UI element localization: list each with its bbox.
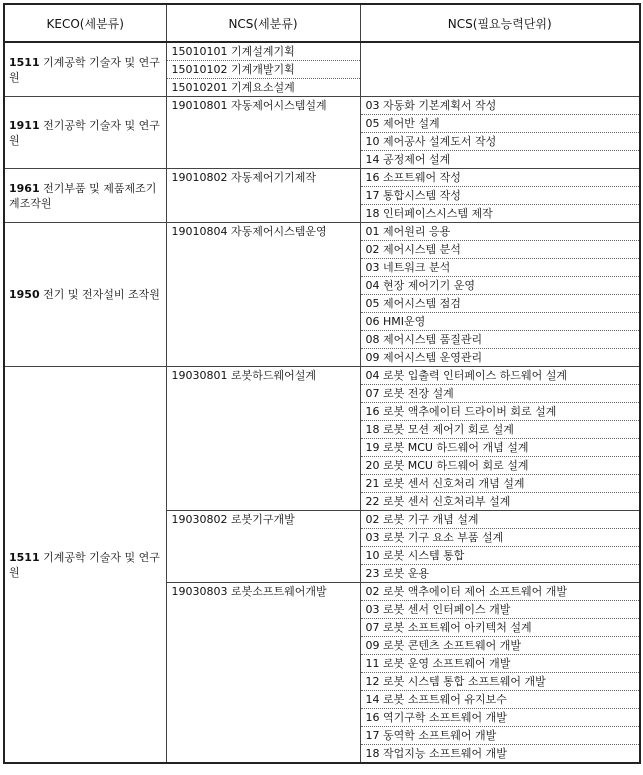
keco-code: 1950 [9, 288, 40, 301]
ability-cell: 08 제어시스템 품질관리 [360, 331, 640, 349]
ncs-subclass-cell: 19030802 로봇기구개발 [166, 511, 360, 583]
ability-cell: 02 로봇 기구 개념 설계 [360, 511, 640, 529]
ability-cell: 16 로봇 액추에이터 드라이버 회로 설계 [360, 403, 640, 421]
ability-cell: 02 로봇 액추에이터 제어 소프트웨어 개발 [360, 583, 640, 601]
keco-cell [4, 42, 166, 97]
ability-cell: 10 로봇 시스템 통합 [360, 547, 640, 565]
ability-cell: 20 로봇 MCU 하드웨어 회로 설계 [360, 457, 640, 475]
ability-cell: 17 동역학 소프트웨어 개발 [360, 727, 640, 745]
ability-cell: 11 로봇 운영 소프트웨어 개발 [360, 655, 640, 673]
ability-cell: 07 로봇 전장 설계 [360, 385, 640, 403]
ability-cell: 22 로봇 센서 신호처리부 설계 [360, 493, 640, 511]
ncs-subclass-cell: 15010101 기계설계기획 [166, 42, 360, 61]
keco-name: 전기부품 및 제품제조기계조작원 [9, 181, 157, 210]
ability-cell: 23 로봇 운용 [360, 565, 640, 583]
ability-cell: 16 역기구학 소프트웨어 개발 [360, 709, 640, 727]
table-row [4, 42, 640, 61]
ability-cell: 05 제어시스템 점검 [360, 295, 640, 313]
header-row [4, 4, 640, 42]
ability-cell: 19 로봇 MCU 하드웨어 개념 설계 [360, 439, 640, 457]
ability-cell: 10 제어공사 설계도서 작성 [360, 133, 640, 151]
ability-cell: 18 작업지능 소프트웨어 개발 [360, 745, 640, 764]
header-ability: NCS(필요능력단위) [360, 4, 640, 42]
ability-cell-empty [360, 42, 640, 97]
header-ncs: NCS(세분류) [166, 4, 360, 42]
table-row [4, 97, 640, 115]
ncs-subclass-cell: 19010804 자동제어시스템운영 [166, 223, 360, 367]
keco-name: 기계공학 기술자 및 연구원 [9, 550, 160, 579]
table-row [4, 367, 640, 385]
ncs-subclass-cell: 19030801 로봇하드웨어설계 [166, 367, 360, 511]
ability-cell: 04 로봇 입출력 인터페이스 하드웨어 설계 [360, 367, 640, 385]
keco-cell [4, 367, 166, 764]
ability-cell: 18 로봇 모션 제어기 회로 설계 [360, 421, 640, 439]
ability-cell: 18 인터페이스시스템 제작 [360, 205, 640, 223]
ability-cell: 01 제어원리 응용 [360, 223, 640, 241]
ability-cell: 21 로봇 센서 신호처리 개념 설계 [360, 475, 640, 493]
keco-ncs-mapping-table [3, 3, 641, 764]
ability-cell: 02 제어시스템 분석 [360, 241, 640, 259]
ability-cell: 07 로봇 소프트웨어 아키텍처 설계 [360, 619, 640, 637]
keco-code: 1511 [9, 55, 40, 69]
ability-cell: 17 통합시스템 작성 [360, 187, 640, 205]
ncs-subclass-cell: 15010201 기계요소설계 [166, 79, 360, 97]
ability-cell: 03 로봇 기구 요소 부품 설계 [360, 529, 640, 547]
keco-name: 기계공학 기술자 및 연구원 [9, 55, 160, 84]
ncs-subclass-cell: 19010801 자동제어시스템설계 [166, 97, 360, 169]
keco-cell [4, 169, 166, 223]
keco-name: 전기공학 기술자 및 연구원 [9, 118, 160, 147]
ncs-subclass-cell: 19030803 로봇소프트웨어개발 [166, 583, 360, 764]
ability-cell: 03 자동화 기본계획서 작성 [360, 97, 640, 115]
ability-cell: 12 로봇 시스템 통합 소프트웨어 개발 [360, 673, 640, 691]
keco-cell [4, 223, 166, 367]
keco-code: 1511 [9, 550, 40, 564]
ability-cell: 09 로봇 콘텐츠 소프트웨어 개발 [360, 637, 640, 655]
ability-cell: 09 제어시스템 운영관리 [360, 349, 640, 367]
table-row [4, 223, 640, 241]
ability-cell: 06 HMI운영 [360, 313, 640, 331]
ability-cell: 03 네트워크 분석 [360, 259, 640, 277]
keco-cell [4, 97, 166, 169]
ability-cell: 05 제어반 설계 [360, 115, 640, 133]
ncs-subclass-cell: 15010102 기계개발기획 [166, 61, 360, 79]
ncs-subclass-cell: 19010802 자동제어기기제작 [166, 169, 360, 223]
ability-cell: 16 소프트웨어 작성 [360, 169, 640, 187]
keco-code: 1911 [9, 118, 40, 132]
table-row [4, 169, 640, 187]
ability-cell: 14 로봇 소프트웨어 유지보수 [360, 691, 640, 709]
header-keco: KECO(세분류) [4, 4, 166, 42]
ability-cell: 03 로봇 센서 인터페이스 개발 [360, 601, 640, 619]
ability-cell: 04 현장 제어기기 운영 [360, 277, 640, 295]
keco-name: 전기 및 전자설비 조작원 [43, 288, 160, 301]
keco-code: 1961 [9, 181, 40, 195]
ability-cell: 14 공정제어 설계 [360, 151, 640, 169]
